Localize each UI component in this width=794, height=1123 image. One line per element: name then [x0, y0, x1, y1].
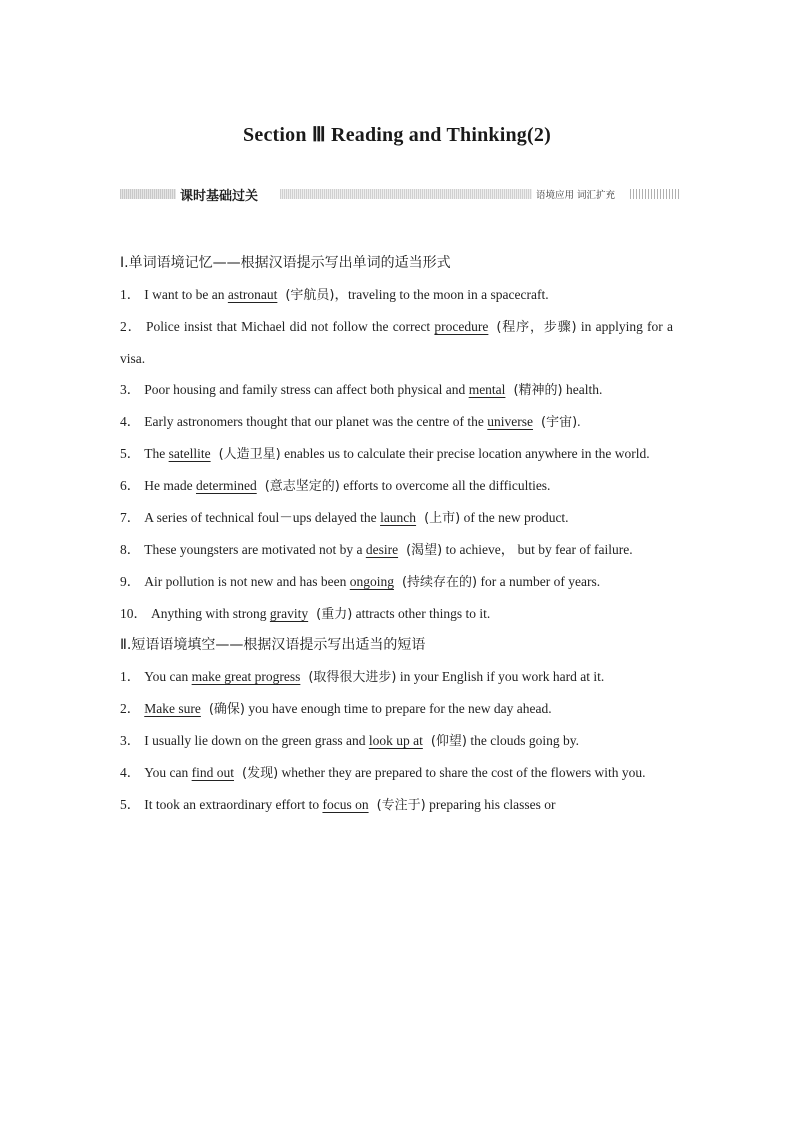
item-answer: determined	[195, 478, 257, 493]
item-text-before: A series of technical foul－ups delayed the	[144, 510, 381, 525]
item-text-after: health.	[562, 382, 603, 397]
item-hint: (程序，步骤)	[496, 320, 577, 335]
item-hint: (人造卫星)	[218, 447, 281, 462]
banner-subtitle: 语境应用 词汇扩充	[536, 190, 616, 201]
item-number: 8．	[120, 542, 141, 557]
item-text-after: enables us to calculate their precise location anywhere in the world.	[280, 446, 650, 461]
item-hint: (持续存在的)	[401, 575, 478, 590]
item-hint: (意志坚定的)	[264, 479, 340, 494]
banner-label: 课时基础过关	[180, 189, 259, 204]
vocabulary-exercise-list	[120, 279, 673, 630]
item-answer: Make sure	[144, 701, 201, 716]
item-number: 1．	[120, 287, 141, 302]
exercise-item	[120, 470, 673, 502]
item-number: 5．	[120, 446, 141, 461]
item-hint: (宇宙)	[541, 415, 578, 430]
item-text-after: the clouds going by.	[466, 733, 579, 748]
item-number: 4．	[120, 414, 141, 429]
item-text-after: attracts other things to it.	[352, 606, 491, 621]
item-text-before: It took an extraordinary effort to	[144, 797, 323, 812]
exercise-item	[120, 406, 673, 438]
exercise-item	[120, 279, 673, 311]
item-number: 9．	[120, 574, 141, 589]
item-answer: procedure	[434, 319, 489, 334]
item-answer: desire	[365, 542, 399, 557]
exercise-item	[120, 311, 673, 374]
item-text-before: The	[144, 446, 169, 461]
exercise-item	[120, 789, 673, 821]
exercise-content	[120, 248, 673, 821]
item-text-before: Early astronomers thought that our planet was the centre of the	[144, 414, 488, 429]
item-number: 6．	[120, 478, 141, 493]
exercise-item	[120, 534, 673, 566]
exercise-item	[120, 598, 673, 630]
banner-stripe-middle	[280, 189, 532, 199]
item-hint: (上市)	[424, 511, 461, 526]
item-hint: (精神的)	[513, 383, 563, 398]
item-answer: universe	[487, 414, 534, 429]
item-text-before: These youngsters are motivated not by a	[144, 542, 366, 557]
item-answer: launch	[380, 510, 417, 525]
item-text-before: Air pollution is not new and has been	[144, 574, 350, 589]
item-hint: (仰望)	[430, 734, 467, 749]
section-banner	[120, 186, 680, 202]
item-text-after: in applying for a visa.	[120, 319, 673, 366]
item-text-before: I want to be an	[144, 287, 228, 302]
banner-stripe-right	[630, 189, 680, 199]
item-text-after: to achieve， but by fear of failure.	[442, 542, 633, 557]
exercise-item	[120, 693, 673, 725]
item-text-before: Police insist that Michael did not follow the correct	[145, 319, 435, 334]
item-number: 1．	[120, 669, 141, 684]
item-number: 3．	[120, 382, 141, 397]
page-title: Section Ⅲ Reading and Thinking(2)	[243, 124, 551, 146]
item-text-after: of the new product.	[460, 510, 569, 525]
item-answer: astronaut	[227, 287, 278, 302]
item-hint: (渴望)	[406, 543, 443, 558]
item-answer: look up at	[368, 733, 423, 748]
phrase-exercise-list	[120, 661, 673, 821]
item-text-after: .	[577, 414, 581, 429]
item-text-before: You can	[144, 765, 192, 780]
item-text-after: whether they are prepared to share the cost of the flowers with you.	[278, 765, 646, 780]
section-heading-phrases: Ⅱ.短语语境填空——根据汉语提示写出适当的短语	[120, 637, 426, 653]
item-text-before: Poor housing and family stress can affect both physical and	[144, 382, 469, 397]
item-answer: focus on	[322, 797, 369, 812]
item-answer: make great progress	[191, 669, 301, 684]
exercise-item	[120, 374, 673, 406]
item-number: 7．	[120, 510, 141, 525]
exercise-item	[120, 438, 673, 470]
item-text-after: for a number of years.	[477, 574, 601, 589]
item-text-before: He made	[144, 478, 196, 493]
item-hint: (确保)	[208, 702, 246, 717]
exercise-item	[120, 757, 673, 789]
exercise-item	[120, 725, 673, 757]
item-number: 10．	[120, 606, 147, 621]
item-text-before: I usually lie down on the green grass and	[144, 733, 369, 748]
exercise-item	[120, 502, 673, 534]
item-hint: (发现)	[242, 766, 279, 781]
item-hint: (专注于)	[376, 798, 426, 813]
item-number: 3．	[120, 733, 141, 748]
item-answer: satellite	[168, 446, 211, 461]
exercise-item	[120, 661, 673, 693]
item-text-before: Anything with strong	[151, 606, 270, 621]
item-text-after: ，traveling to the moon in a spacecraft.	[334, 287, 549, 302]
item-answer: find out	[191, 765, 235, 780]
item-text-before: You can	[144, 669, 192, 684]
item-text-after: you have enough time to prepare for the new day ahead.	[245, 701, 552, 716]
item-answer: mental	[468, 382, 506, 397]
item-hint: (重力)	[316, 607, 353, 622]
item-number: 5．	[120, 797, 141, 812]
banner-stripe-left	[120, 189, 176, 199]
item-hint: (宇航员)	[285, 288, 335, 303]
item-text-after: efforts to overcome all the difficulties.	[339, 478, 551, 493]
item-number: 4．	[120, 765, 141, 780]
item-answer: ongoing	[349, 574, 394, 589]
item-text-after: in your English if you work hard at it.	[396, 669, 605, 684]
section-heading-vocabulary: Ⅰ.单词语境记忆——根据汉语提示写出单词的适当形式	[120, 255, 451, 271]
item-text-after: preparing his classes or	[425, 797, 556, 812]
exercise-item	[120, 566, 673, 598]
item-hint: (取得很大进步)	[308, 670, 397, 685]
item-number: 2．	[120, 701, 141, 716]
item-answer: gravity	[269, 606, 309, 621]
item-number: 2．	[120, 319, 142, 334]
